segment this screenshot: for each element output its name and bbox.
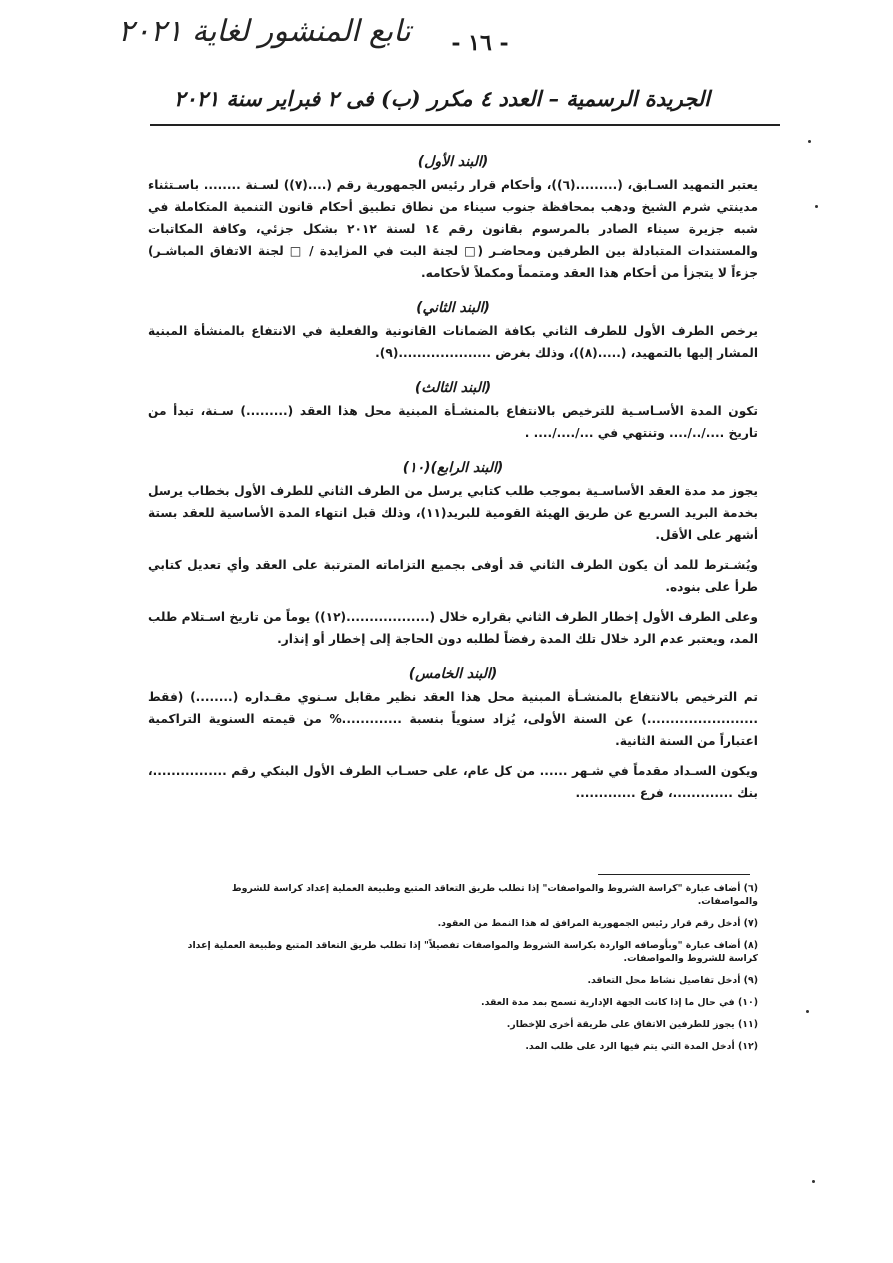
footnote: (٦) أضاف عبارة "كراسة الشروط والمواصفات" إذا تطلب طريق التعاقد المتبع وطبيعة العملية إعداد كراسة للشروط والمواصفات. (231, 883, 758, 907)
clause-title: (البند الأول) (417, 154, 489, 170)
footnote: (١٠) في حال ما إذا كانت الجهة الإدارية تسمح بمد مدة العقد. (481, 997, 758, 1008)
clause-paragraph: تكون المدة الأسـاسـية للترخيص بالانتفاع بالمنشـأة المبنية محل هذا العقد (.........) سـنة، تبدأ من تاريخ ..../../.... وتنتهي في .../..../.... . (148, 404, 758, 440)
contract-body (148, 150, 758, 816)
clause-paragraph: يجوز مد مدة العقد الأساسـية بموجب طلب كتابي يرسل من الطرف الثاني للطرف الأول بخطاب يرسل بخدمة البريد السريع عن طريق الهيئة القومية للبريد(١١)، وذلك قبل انتهاء المدة الأساسية للعقد بستة أشهر على الأقل. (148, 484, 758, 542)
scan-speck (812, 1180, 815, 1183)
clause-title: (البند الثاني) (416, 300, 490, 316)
clause-4 (148, 456, 758, 650)
clause-paragraph: ويُشـترط للمد أن يكون الطرف الثاني قد أوفى بجميع التزاماته المترتبة على العقد وأي تعديل كتابي طرأ على بنوده. (148, 558, 758, 594)
scan-speck (815, 205, 818, 208)
clause-paragraph: تم الترخيص بالانتفاع بالمنشـأة المبنية محل هذا العقد نظير مقابل سـنوي مقـداره (........) (فقط ........................) عن السنة الأولى، يُزاد سنوياً بنسبة .............% من قيمته السنوية التراكمية اعتباراً من السنة الثانية. (148, 690, 758, 748)
clause-3 (148, 376, 758, 444)
clause-paragraph: وعلى الطرف الأول إخطار الطرف الثاني بقراره خلال (..................(١٢)) يوماً من تاريخ اسـتلام طلب المد، ويعتبر عدم الرد خلال تلك المدة رفضاً لطلبه دون الحاجة إلى إخطار أو إنذار. (148, 610, 758, 646)
page-number: - ١٦ - (451, 30, 509, 56)
footnotes (178, 882, 758, 1062)
clause-5 (148, 662, 758, 804)
clause-1 (148, 150, 758, 284)
footnote-rule (598, 874, 750, 875)
clause-paragraph: يعتبر التمهيد السـابق، (.........(٦))، وأحكام قرار رئيس الجمهورية رقم (....(٧)) لسـنة ........ باسـتثناء مدينتي شرم الشيخ ودهب بمحافظة جنوب سيناء من نطاق تطبيق أحكام قانون التنمية المتكاملة في شبه جزيرة سيناء الصادر بالمرسوم بقانون رقم ١٤ لسنة ٢٠١٢ بشكل جزئي، وكافة المكاتبات والمستندات المتبادلة بين الطرفين ومحاضـر (□ لجنة البت في المزايدة / □ لجنة الاتفاق المباشـر) جزءاً لا يتجزأ من أحكام هذا العقد ومتمماً ومكملاً لأحكامه. (148, 178, 758, 280)
footnote: (١٢) أدخل المدة التي يتم فيها الرد على طلب المد. (525, 1041, 758, 1052)
handwritten-note: تابع المنشور لغاية ٢٠٢١ (118, 14, 411, 49)
footnote: (٧) أدخل رقم قرار رئيس الجمهورية المرافق له هذا النمط من العقود. (437, 918, 758, 929)
header-rule (150, 124, 780, 126)
footnote: (٩) أدخل تفاصيل نشاط محل التعاقد. (587, 975, 758, 986)
footnote: (٨) أضاف عبارة "وبأوصافه الواردة بكراسة الشروط والمواصفات تفصيلاً" إذا تطلب طريق التعاقد المتبع وطبيعة العملية إعداد كراسة للشروط والمواصفات. (187, 940, 758, 964)
clause-title: (البند الخامس) (408, 666, 498, 682)
gazette-header: الجريدة الرسمية – العدد ٤ مكرر (ب) فى ٢ فبراير سنة ٢٠٢١ (174, 86, 710, 111)
clause-title: (البند الرابع)(١٠) (402, 460, 504, 476)
clause-paragraph: ويكون السـداد مقدماً في شـهر ...... من كل عام، على حسـاب الطرف الأول البنكي رقم ................، بنك .............، فرع ............. (148, 764, 758, 800)
clause-title: (البند الثالث) (414, 380, 492, 396)
clause-paragraph: يرخص الطرف الأول للطرف الثاني بكافة الضمانات القانونية والفعلية في الانتفاع بالمنشأة المبنية المشار إليها بالتمهيد، (.....(٨))، وذلك بغرض ....................(٩). (148, 324, 758, 360)
footnote: (١١) يجوز للطرفين الاتفاق على طريقة أخرى للإخطار. (506, 1019, 758, 1030)
clause-2 (148, 296, 758, 364)
scan-speck (808, 140, 811, 143)
scan-speck (806, 1010, 809, 1013)
